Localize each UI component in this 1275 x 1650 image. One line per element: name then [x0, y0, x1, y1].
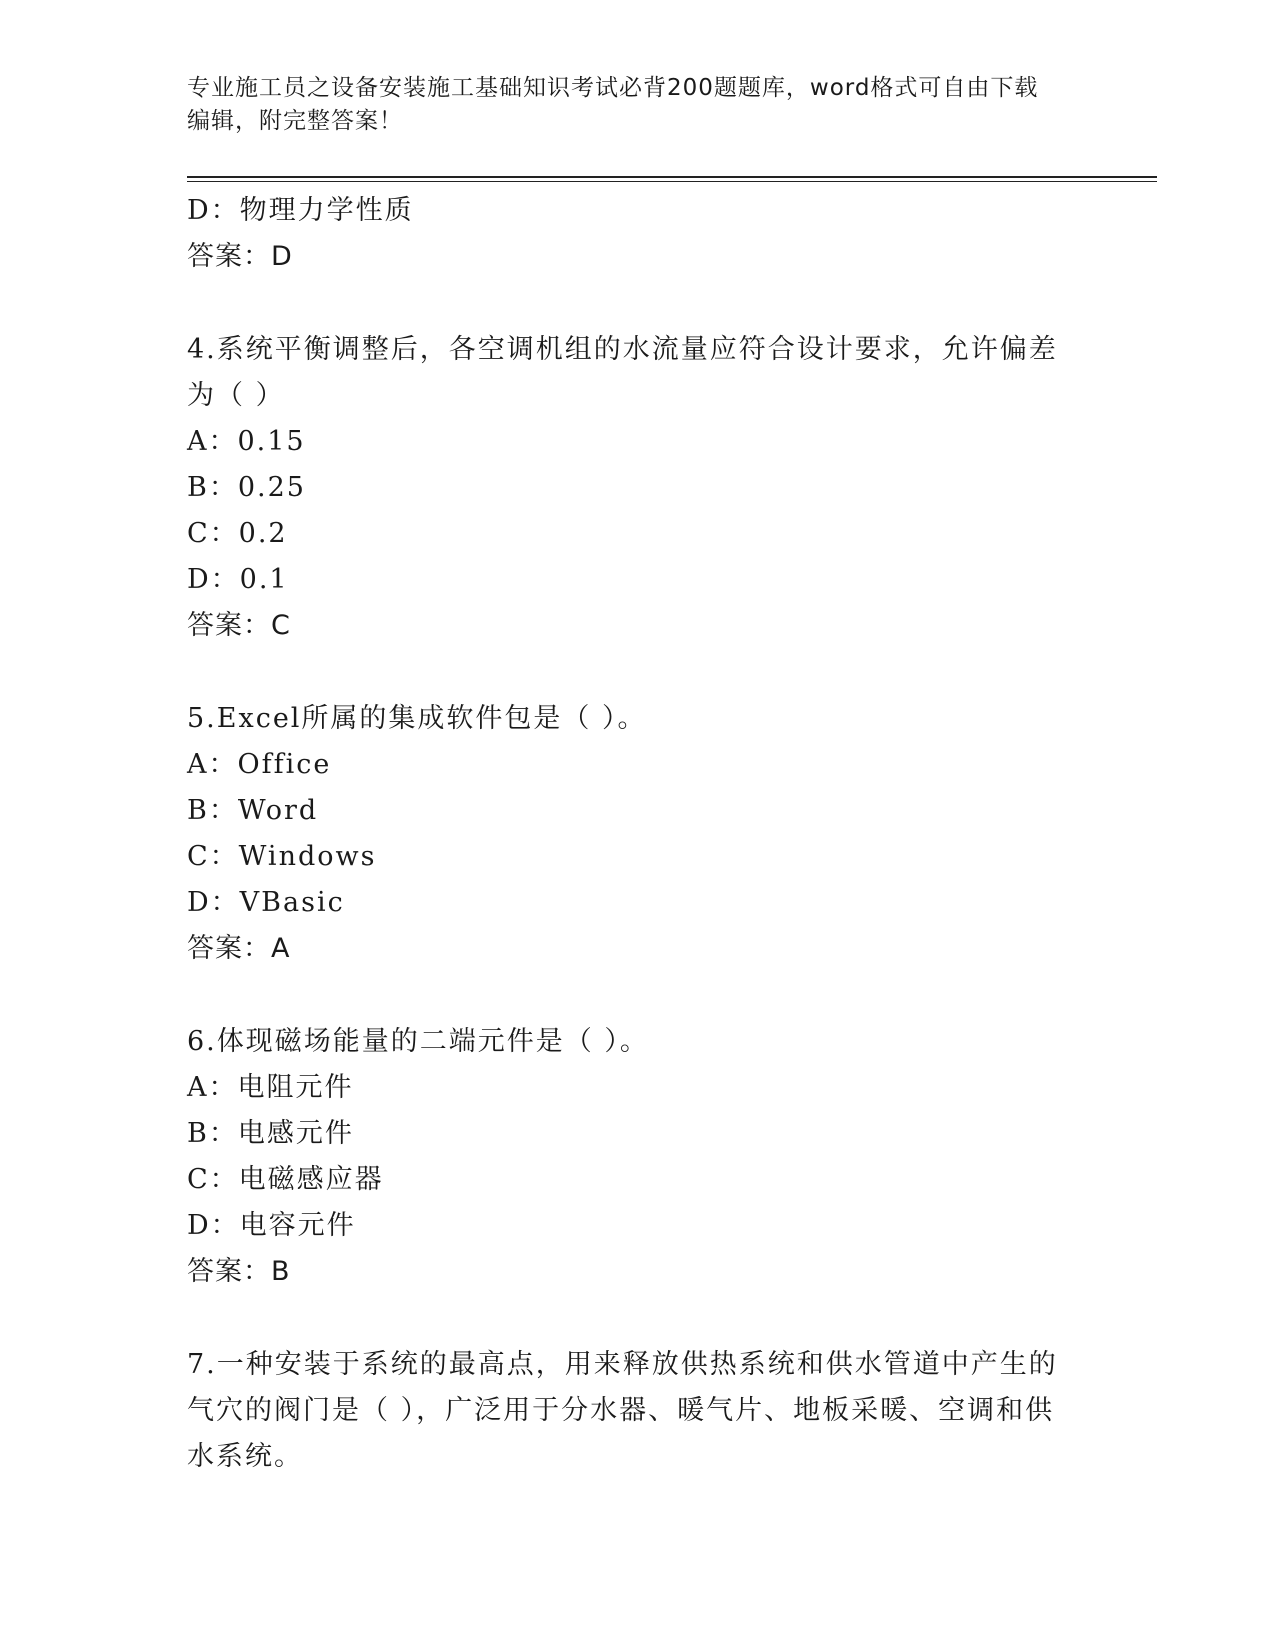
q5-stem: 5.Excel所属的集成软件包是（ ）。: [187, 703, 647, 734]
q5-option-a: A：Office: [187, 749, 332, 780]
q7-stem-line-3: 水系统。: [187, 1441, 303, 1472]
header-divider-thin: [187, 181, 1157, 182]
q5-answer: 答案：A: [187, 933, 291, 964]
spacer: [187, 1295, 1087, 1342]
q4-option-c: C：0.2: [187, 518, 288, 549]
q4-answer: 答案：C: [187, 610, 291, 641]
q4-stem-line-1: 4.系统平衡调整后，各空调机组的水流量应符合设计要求，允许偏差: [187, 334, 1058, 365]
q6-answer: 答案：B: [187, 1256, 291, 1287]
q6-option-d: D：电容元件: [187, 1210, 356, 1241]
q4-stem-line-2: 为（ ）: [187, 380, 285, 411]
document-header: [187, 72, 1087, 138]
q4-option-b: B：0.25: [187, 472, 306, 503]
header-line-2: 编辑，附完整答案！: [187, 108, 403, 134]
q6-option-b: B：电感元件: [187, 1118, 354, 1149]
q4-option-a: A：0.15: [187, 426, 306, 457]
header-divider-thick: [187, 176, 1157, 178]
q5-option-b: B：Word: [187, 795, 319, 826]
q3-answer: 答案：D: [187, 241, 293, 272]
question-list: [187, 188, 1087, 1480]
q5-option-d: D：VBasic: [187, 887, 345, 918]
q4-option-d: D：0.1: [187, 564, 289, 595]
header-line-1: 专业施工员之设备安装施工基础知识考试必背200题题库，word格式可自由下载: [187, 75, 1039, 101]
spacer: [187, 972, 1087, 1019]
q6-option-a: A：电阻元件: [187, 1072, 354, 1103]
q5-option-c: C：Windows: [187, 841, 377, 872]
q7-stem-line-2: 气穴的阀门是（ ），广泛用于分水器、暖气片、地板采暖、空调和供: [187, 1395, 1055, 1426]
q6-stem: 6.体现磁场能量的二端元件是（ ）。: [187, 1026, 649, 1057]
spacer: [187, 280, 1087, 327]
q3-option-d: D：物理力学性质: [187, 195, 414, 226]
q6-option-c: C：电磁感应器: [187, 1164, 384, 1195]
q7-stem-line-1: 7.一种安装于系统的最高点，用来释放供热系统和供水管道中产生的: [187, 1349, 1058, 1380]
spacer: [187, 649, 1087, 696]
